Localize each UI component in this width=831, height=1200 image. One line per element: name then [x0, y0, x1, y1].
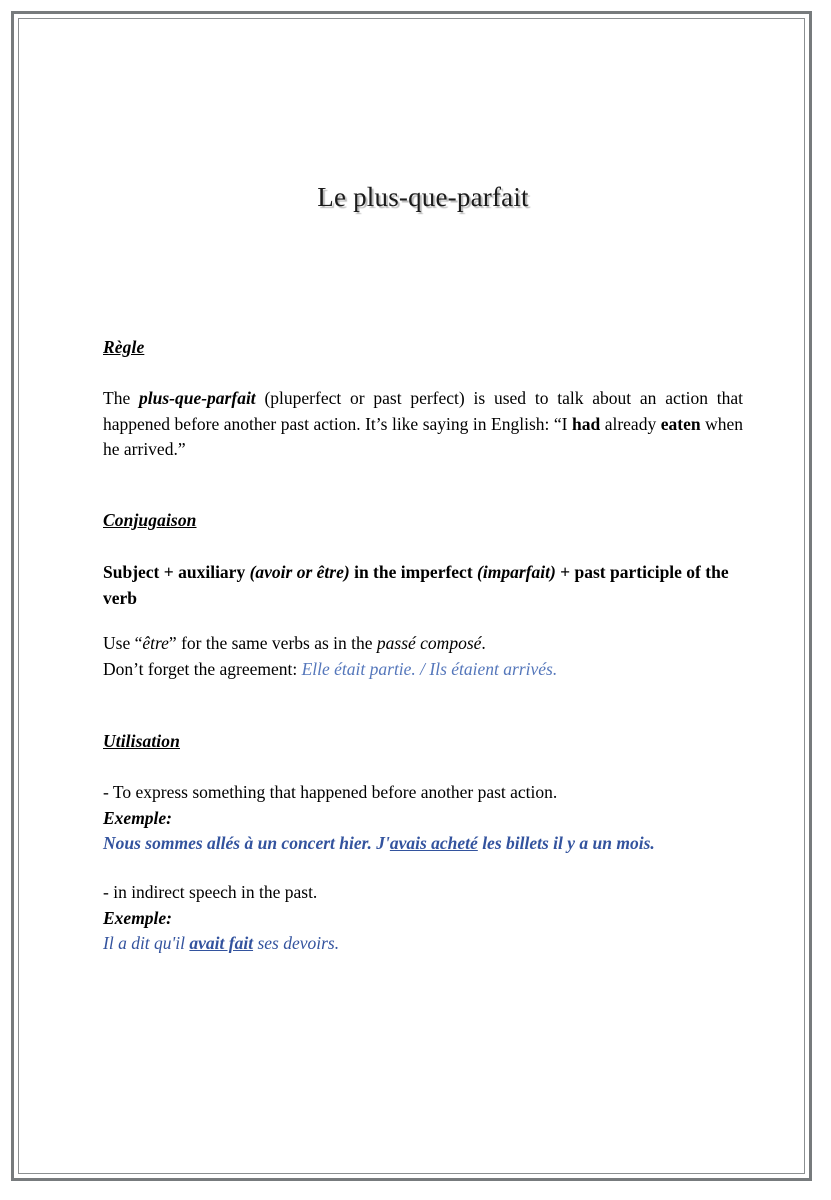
- use1-example-label: Exemple:: [103, 807, 173, 828]
- note1-part1: Use “: [103, 633, 143, 653]
- regle-text-part4: when he arrived.”: [103, 413, 743, 459]
- use2-bullet: - in indirect speech in the past.: [103, 882, 318, 902]
- use1-example-part1: Nous sommes allés à un concert hier. J': [103, 833, 390, 853]
- use1-example-part2: les billets il y a un mois.: [477, 833, 655, 853]
- formula-imparfait: (imparfait): [477, 562, 556, 582]
- formula-part1: Subject + auxiliary: [103, 562, 250, 582]
- regle-bold-had: had: [571, 413, 601, 434]
- conjugaison-note-agreement: [103, 657, 743, 683]
- regle-bold-eaten: eaten: [660, 413, 701, 434]
- regle-paragraph: [103, 386, 743, 463]
- section-heading-utilisation: Utilisation: [103, 731, 180, 751]
- formula-part3: + past participle of the verb: [103, 562, 729, 608]
- section-heading-regle: Règle: [103, 337, 145, 357]
- section-heading-conjugaison: Conjugaison: [103, 510, 197, 530]
- note2-agreement-examples: Elle était partie. / Ils étaient arrivés.: [301, 658, 558, 679]
- page-title: Le plus-que-parfait: [317, 182, 529, 212]
- section-conjugaison: [103, 510, 743, 531]
- note1-part2: ” for the same verbs as in the: [168, 633, 377, 653]
- use1-bullet: - To express something that happened before another past action.: [103, 782, 558, 802]
- document-page-inner-border: [18, 18, 805, 1174]
- use2-example-part2: ses devoirs.: [253, 933, 340, 953]
- section-utilisation-use2: [103, 880, 743, 957]
- document-content: [103, 19, 743, 1173]
- use2-example-highlight: avait fait: [189, 933, 254, 953]
- section-regle-body: [103, 386, 743, 463]
- section-regle: [103, 337, 743, 358]
- regle-text-part1: The: [103, 388, 139, 408]
- regle-text-part2: (pluperfect or past perfect) is used to talk about an action that happened before another past action. It’s like saying in English: “I: [103, 388, 743, 434]
- section-utilisation: [103, 731, 743, 752]
- note1-part3: .: [481, 633, 486, 653]
- use1-example-sentence: [103, 831, 743, 857]
- note2-part1: Don’t forget the agreement:: [103, 658, 302, 679]
- regle-term-plus-que-parfait: plus-que-parfait: [139, 388, 256, 408]
- conjugaison-formula: [103, 560, 743, 611]
- section-utilisation-use1: [103, 780, 743, 857]
- use2-example-part1: Il a dit qu'il: [103, 933, 190, 953]
- note1-passe-compose: passé composé: [376, 633, 482, 653]
- regle-text-part3: already: [600, 413, 661, 434]
- use2-example-sentence: [103, 931, 743, 957]
- document-page: [11, 11, 812, 1181]
- section-conjugaison-formula: [103, 560, 743, 611]
- conjugaison-note-etre: [103, 631, 743, 657]
- formula-part2: in the imperfect: [349, 562, 478, 582]
- use2-example-label: Exemple:: [103, 907, 173, 928]
- section-conjugaison-notes: [103, 631, 743, 682]
- use1-example-highlight: avais acheté: [389, 833, 478, 853]
- note1-etre: être: [142, 633, 169, 653]
- formula-avoir-etre: (avoir or être): [249, 562, 350, 582]
